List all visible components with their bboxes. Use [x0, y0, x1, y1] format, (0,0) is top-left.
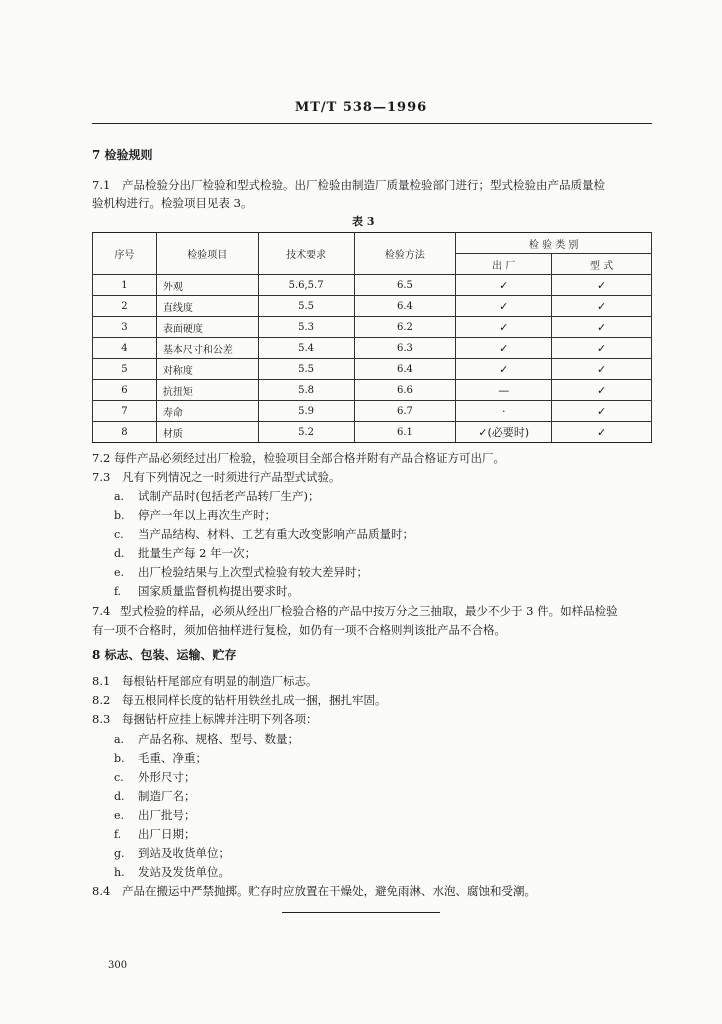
clause-7-4-cont: 有一项不合格时，须加倍抽样进行复检，如仍有一项不合格则判该批产品不合格。: [92, 623, 506, 637]
cell-method: 6.4: [354, 296, 456, 317]
clause-8-2: [92, 691, 386, 709]
list-letter: d.: [114, 547, 125, 560]
list-text: 停产一年以上再次生产时；: [138, 508, 276, 522]
list-item: [114, 863, 230, 882]
list-item: [114, 525, 414, 544]
section-8-title: 8 标志、包装、运输、贮存: [92, 648, 237, 662]
clause-8-3: [92, 710, 317, 728]
cell-method: 6.5: [354, 275, 456, 296]
list-item: [114, 582, 299, 601]
cell-method: 6.4: [354, 359, 456, 380]
list-item: [114, 544, 256, 563]
list-item: [114, 730, 299, 749]
clause-8-1: [92, 672, 317, 690]
list-letter: d.: [114, 790, 125, 803]
list-letter: b.: [114, 509, 125, 522]
list-letter: e.: [114, 566, 125, 579]
clause-text: 每根钻杆尾部应有明显的制造厂标志。: [121, 674, 318, 688]
cell-method: 6.7: [354, 401, 456, 422]
cell-method: 6.2: [354, 317, 456, 338]
cell-method: 6.6: [354, 380, 456, 401]
clause-number: 7.1: [92, 178, 111, 192]
header-category: 检 验 类 别: [456, 233, 652, 254]
list-text: 毛重、净重；: [138, 751, 207, 765]
header-type: 型 式: [552, 254, 652, 275]
cell-type-check: ✓: [552, 401, 652, 422]
table-row: [93, 296, 652, 317]
cell-no: 6: [93, 380, 157, 401]
list-letter: f.: [114, 828, 122, 841]
clause-7-4: [92, 602, 618, 620]
clause-number: 8.2: [92, 693, 111, 707]
cell-factory-check: ✓: [456, 317, 552, 338]
table-row: [93, 338, 652, 359]
cell-requirement: 5.5: [258, 359, 354, 380]
cell-item: 寿命: [156, 401, 258, 422]
list-letter: h.: [114, 866, 125, 879]
header-no: 序号: [93, 233, 157, 275]
cell-item: 对称度: [156, 359, 258, 380]
cell-factory-check: ✓(必要时): [456, 422, 552, 443]
clause-8-4: [92, 882, 536, 900]
header-factory: 出 厂: [456, 254, 552, 275]
cell-factory-check: ·: [456, 401, 552, 422]
list-letter: a.: [114, 733, 125, 746]
list-item: [114, 825, 196, 844]
cell-no: 3: [93, 317, 157, 338]
clause-text: 产品检验分出厂检验和型式检验。出厂检验由制造厂质量检验部门进行；型式检验由产品质量检: [121, 178, 605, 192]
cell-item: 外观: [156, 275, 258, 296]
inspection-table: [92, 232, 652, 443]
clause-number: 8.4: [92, 884, 111, 898]
cell-no: 2: [93, 296, 157, 317]
cell-no: 7: [93, 401, 157, 422]
list-text: 试制产品时(包括老产品转厂生产)；: [138, 489, 320, 503]
table-row: [93, 401, 652, 422]
list-letter: g.: [114, 847, 125, 860]
header-requirement: 技术要求: [258, 233, 354, 275]
cell-factory-check: ✓: [456, 296, 552, 317]
clause-text: 每件产品必须经过出厂检验，检验项目全部合格并附有产品合格证方可出厂。: [113, 451, 505, 465]
table-row: [93, 359, 652, 380]
list-letter: e.: [114, 809, 125, 822]
cell-requirement: 5.6,5.7: [258, 275, 354, 296]
list-text: 到站及收货单位；: [138, 846, 230, 860]
cell-item: 基本尺寸和公差: [156, 338, 258, 359]
list-item: [114, 787, 196, 806]
list-item: [114, 768, 196, 787]
table-row: [93, 275, 652, 296]
page-number: 300: [108, 960, 128, 971]
cell-item: 材质: [156, 422, 258, 443]
clause-7-1: [92, 176, 605, 194]
cell-type-check: ✓: [552, 275, 652, 296]
list-text: 出厂批号；: [138, 808, 196, 822]
cell-item: 抗扭矩: [156, 380, 258, 401]
cell-factory-check: ✓: [456, 338, 552, 359]
cell-requirement: 5.3: [258, 317, 354, 338]
cell-type-check: ✓: [552, 296, 652, 317]
table-caption: 表 3: [352, 215, 375, 228]
cell-type-check: ✓: [552, 359, 652, 380]
cell-type-check: ✓: [552, 338, 652, 359]
list-letter: b.: [114, 752, 125, 765]
section-7-title: 7 检验规则: [92, 148, 153, 162]
cell-no: 4: [93, 338, 157, 359]
clause-7-1-cont: 验机构进行。检验项目见表 3。: [92, 196, 253, 210]
clause-7-2: [92, 449, 505, 467]
table-row: [93, 422, 652, 443]
cell-requirement: 5.2: [258, 422, 354, 443]
list-text: 出厂检验结果与上次型式检验有较大差异时；: [138, 565, 368, 579]
cell-factory-check: ✓: [456, 359, 552, 380]
clause-text: 产品在搬运中严禁抛掷。贮存时应放置在干燥处，避免雨淋、水泡、腐蚀和受潮。: [121, 884, 536, 898]
list-letter: f.: [114, 585, 122, 598]
clause-text: 每捆钻杆应挂上标牌并注明下列各项：: [121, 712, 318, 726]
clause-text: 凡有下列情况之一时须进行产品型式试验。: [121, 470, 341, 484]
list-item: [114, 749, 207, 768]
list-text: 国家质量监督机构提出要求时。: [138, 584, 299, 598]
clause-text: 每五根同样长度的钻杆用铁丝扎成一捆，捆扎牢固。: [121, 693, 387, 707]
cell-no: 5: [93, 359, 157, 380]
clause-number: 7.4: [92, 604, 111, 618]
list-text: 出厂日期；: [138, 827, 196, 841]
header-rule: [92, 123, 652, 124]
list-letter: c.: [114, 528, 124, 541]
list-letter: c.: [114, 771, 124, 784]
cell-requirement: 5.5: [258, 296, 354, 317]
cell-requirement: 5.9: [258, 401, 354, 422]
clause-text: 型式检验的样品，必须从经出厂检验合格的产品中按万分之三抽取，最少不少于 3 件。如样品检验: [119, 604, 618, 618]
header-method: 检验方法: [354, 233, 456, 275]
cell-type-check: ✓: [552, 317, 652, 338]
list-item: [114, 806, 196, 825]
cell-requirement: 5.4: [258, 338, 354, 359]
list-letter: a.: [114, 490, 125, 503]
table-row: [93, 317, 652, 338]
list-text: 发站及发货单位。: [138, 865, 230, 879]
list-text: 批量生产每 2 年一次；: [138, 546, 257, 560]
header-item: 检验项目: [156, 233, 258, 275]
list-item: [114, 844, 230, 863]
list-text: 产品名称、规格、型号、数量；: [138, 732, 299, 746]
cell-no: 8: [93, 422, 157, 443]
document-code: MT/T 538—1996: [294, 100, 428, 115]
list-item: [114, 487, 319, 506]
cell-requirement: 5.8: [258, 380, 354, 401]
clause-number: 7.2: [92, 451, 111, 465]
cell-type-check: ✓: [552, 422, 652, 443]
clause-number: 7.3: [92, 470, 111, 484]
list-item: [114, 563, 368, 582]
clause-number: 8.1: [92, 674, 111, 688]
cell-method: 6.3: [354, 338, 456, 359]
list-text: 当产品结构、材料、工艺有重大改变影响产品质量时；: [138, 527, 414, 541]
cell-type-check: ✓: [552, 380, 652, 401]
table-row: [93, 380, 652, 401]
cell-no: 1: [93, 275, 157, 296]
clause-number: 8.3: [92, 712, 111, 726]
list-item: [114, 506, 276, 525]
end-rule: [282, 912, 440, 913]
cell-factory-check: ✓: [456, 275, 552, 296]
clause-7-3: [92, 468, 340, 486]
list-text: 制造厂名；: [138, 789, 196, 803]
cell-method: 6.1: [354, 422, 456, 443]
cell-item: 直线度: [156, 296, 258, 317]
cell-item: 表面硬度: [156, 317, 258, 338]
cell-factory-check: —: [456, 380, 552, 401]
list-text: 外形尺寸；: [138, 770, 196, 784]
